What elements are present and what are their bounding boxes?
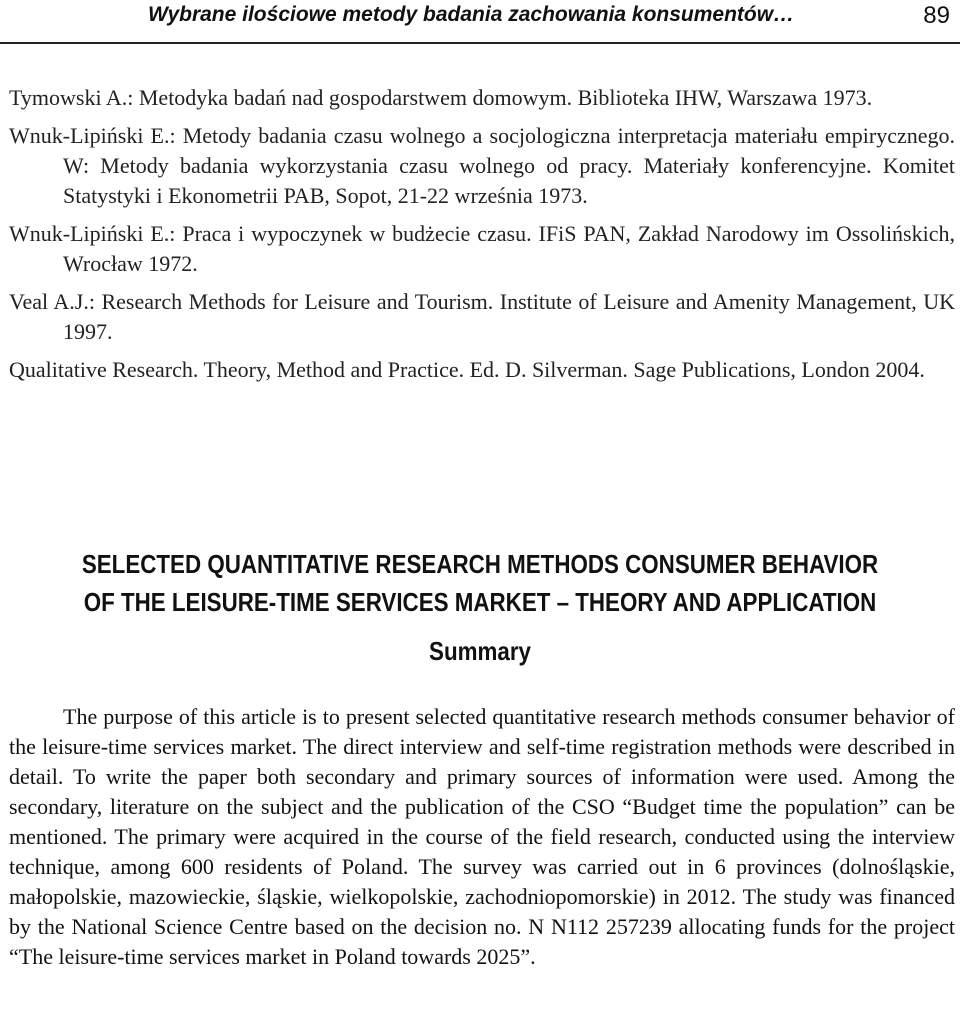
page-number: 89 [923, 2, 950, 29]
reference-list [9, 83, 955, 393]
summary-heading: Summary [429, 636, 531, 666]
article-title-line-1: SELECTED QUANTITATIVE RESEARCH METHODS CONSUMER BEHAVIOR [81, 549, 879, 579]
article-title-line-2: OF THE LEISURE-TIME SERVICES MARKET – THEORY AND APPLICATION [83, 587, 877, 617]
running-header [0, 0, 960, 44]
running-header-title: Wybrane ilościowe metody badania zachowania konsumentów… [148, 3, 795, 26]
reference-item: Tymowski A.: Metodyka badań nad gospodarstwem domowym. Biblioteka IHW, Warszawa 1973. [9, 85, 873, 110]
reference-item: Wnuk-Lipiński E.: Praca i wypoczynek w budżecie czasu. IFiS PAN, Zakład Narodowy im Ossolińskich, Wrocław 1972. [9, 221, 955, 276]
article-title [67, 545, 893, 621]
reference-item: Wnuk-Lipiński E.: Metody badania czasu wolnego a socjologiczna interpretacja materiału empirycznego. W: Metody badania wykorzystania czasu wolnego od pracy. Materiały konferencyjne. Komitet Statystyki i Ekonometrii PAB, Sopot, 21-22 września 1973. [9, 123, 955, 208]
reference-item: Veal A.J.: Research Methods for Leisure and Tourism. Institute of Leisure and Amenity Management, UK 1997. [9, 289, 955, 344]
reference-item: Qualitative Research. Theory, Method and Practice. Ed. D. Silverman. Sage Publications, London 2004. [9, 357, 925, 382]
summary-paragraph: The purpose of this article is to present selected quantitative research methods consumer behavior of the leisure-time services market. The direct interview and self-time registration methods were described in detail. To write the paper both secondary and primary sources of information were used. Among the secondary, literature on the subject and the publication of the CSO “Budget time the population” can be mentioned. The primary were acquired in the course of the field research, conducted using the interview technique, among 600 residents of Poland. The survey was carried out in 6 provinces (dolnośląskie, małopolskie, mazowieckie, śląskie, wielkopolskie, zachodniopomorskie) in 2012. The study was financed by the National Science Centre based on the decision no. N N112 257239 allocating funds for the project “The leisure-time services market in Poland towards 2025”. [9, 704, 955, 969]
